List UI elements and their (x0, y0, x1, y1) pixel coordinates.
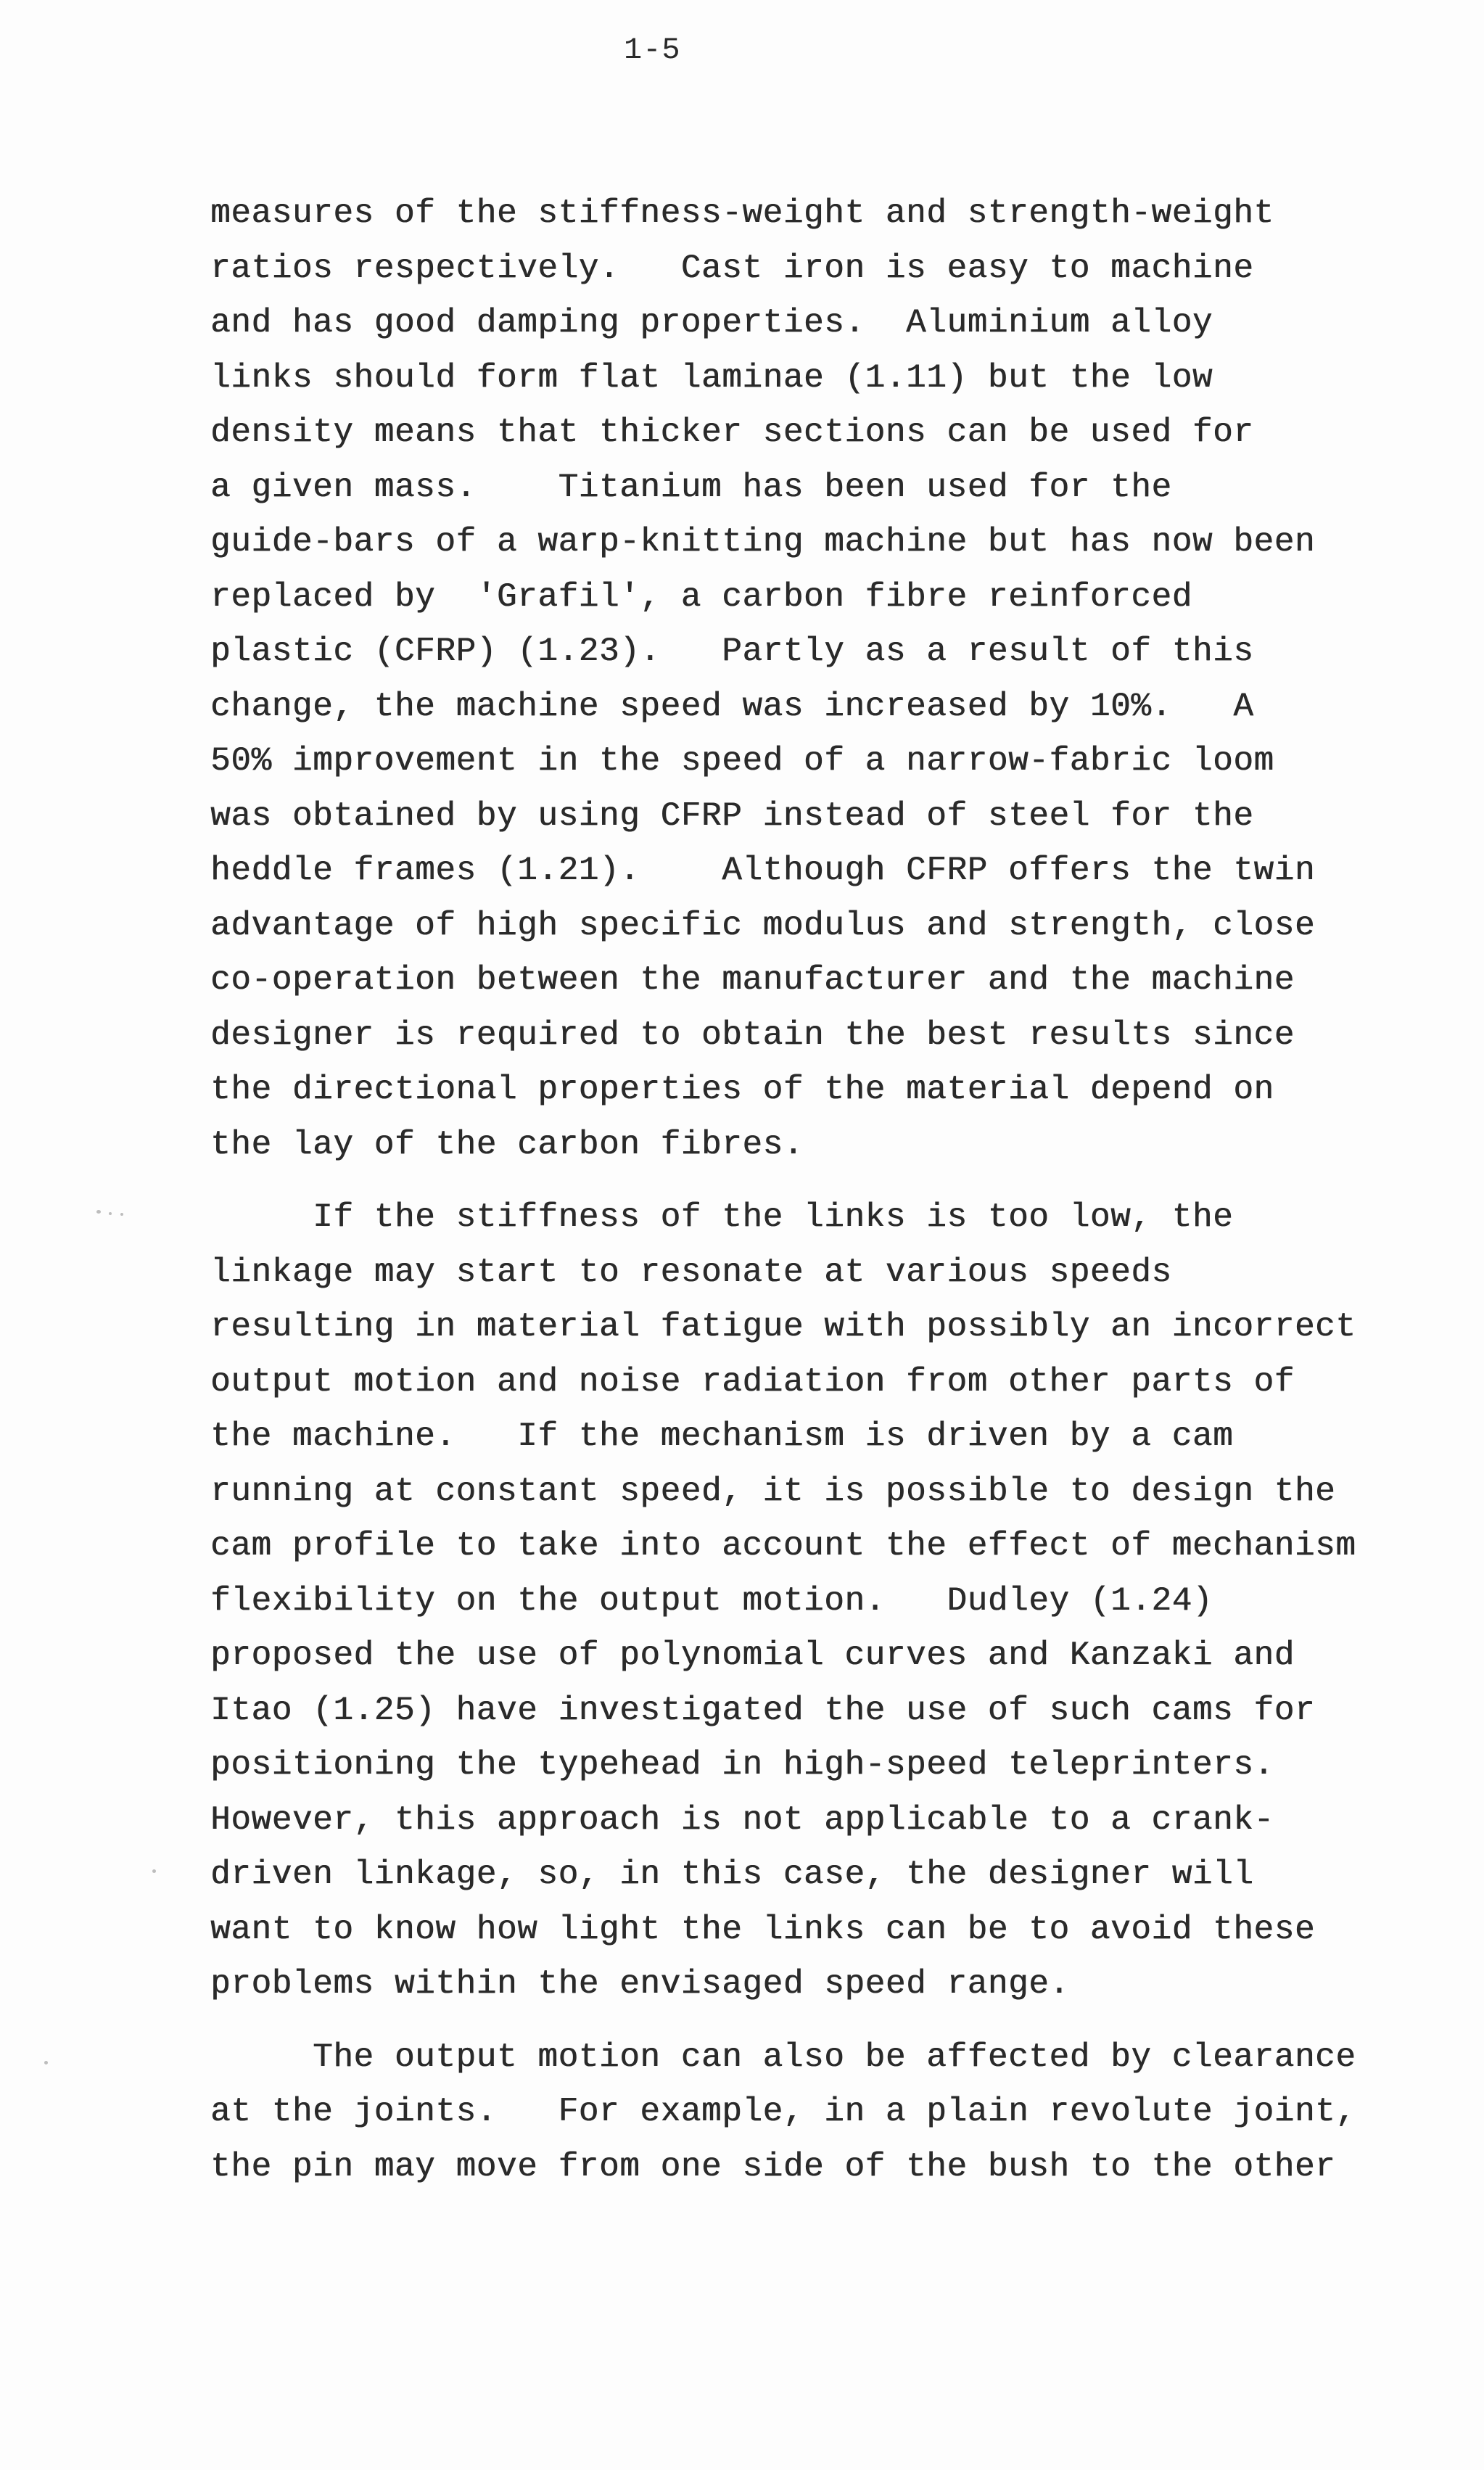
text-line: output motion and noise radiation from other parts of (210, 1362, 1295, 1401)
text-line: at the joints. For example, in a plain revolute joint, (210, 2093, 1356, 2131)
text-line: designer is required to obtain the best results since (210, 1016, 1295, 1054)
paragraph (210, 1190, 1458, 2012)
text-line: advantage of high specific modulus and strength, close (210, 906, 1316, 944)
scan-speck (120, 1213, 123, 1216)
text-line: change, the machine speed was increased by 10%. A (210, 687, 1254, 725)
text-line: density means that thicker sections can be used for (210, 413, 1254, 451)
text-line: ratios respectively. Cast iron is easy to machine (210, 249, 1254, 287)
text-line: However, this approach is not applicable to a crank- (210, 1800, 1274, 1839)
text-line: was obtained by using CFRP instead of steel for the (210, 796, 1254, 835)
text-line: co-operation between the manufacturer and the machine (210, 961, 1295, 999)
text-line: and has good damping properties. Aluminium alloy (210, 304, 1213, 342)
text-line: 50% improvement in the speed of a narrow-fabric loom (210, 742, 1274, 780)
text-line: resulting in material fatigue with possibly an incorrect (210, 1308, 1356, 1346)
scan-speck (109, 1212, 112, 1215)
text-line: want to know how light the links can be to avoid these (210, 1910, 1316, 1948)
text-line: Itao (1.25) have investigated the use of such cams for (210, 1691, 1316, 1729)
text-line: The output motion can also be affected by clearance (210, 2038, 1356, 2076)
text-line: problems within the envisaged speed range. (210, 1965, 1070, 2003)
text-line: the machine. If the mechanism is driven by a cam (210, 1417, 1234, 1455)
text-line: replaced by 'Grafil', a carbon fibre reinforced (210, 577, 1192, 616)
text-line: linkage may start to resonate at various speeds (210, 1253, 1172, 1291)
paragraph (210, 186, 1458, 1172)
text-line: the pin may move from one side of the bush to the other (210, 2147, 1336, 2186)
text-line: plastic (CFRP) (1.23). Partly as a result of this (210, 633, 1254, 670)
paragraph (210, 2030, 1458, 2195)
text-line: flexibility on the output motion. Dudley (1.24) (210, 1581, 1213, 1620)
text-line: cam profile to take into account the effect of mechanism (210, 1527, 1356, 1565)
text-line: the lay of the carbon fibres. (210, 1125, 804, 1164)
text-line: heddle frames (1.21). Although CFRP offers the twin (210, 852, 1316, 889)
page-number: 1-5 (624, 33, 681, 67)
scan-speck (152, 1869, 156, 1873)
text-line: guide-bars of a warp-knitting machine but has now been (210, 523, 1316, 561)
text-line: a given mass. Titanium has been used for the (210, 468, 1172, 506)
body-text (210, 186, 1458, 2194)
text-line: running at constant speed, it is possible to design the (210, 1472, 1336, 1510)
text-line: driven linkage, so, in this case, the designer will (210, 1856, 1254, 1893)
text-line: links should form flat laminae (1.11) but the low (210, 358, 1213, 397)
text-line: positioning the typehead in high-speed teleprinters. (210, 1746, 1274, 1784)
text-line: measures of the stiffness-weight and strength-weight (210, 194, 1274, 232)
scan-speck (44, 2061, 48, 2064)
text-line: proposed the use of polynomial curves and Kanzaki and (210, 1637, 1295, 1674)
text-line: If the stiffness of the links is too low, the (210, 1198, 1234, 1236)
scan-speck (96, 1210, 101, 1214)
text-line: the directional properties of the material depend on (210, 1071, 1274, 1108)
